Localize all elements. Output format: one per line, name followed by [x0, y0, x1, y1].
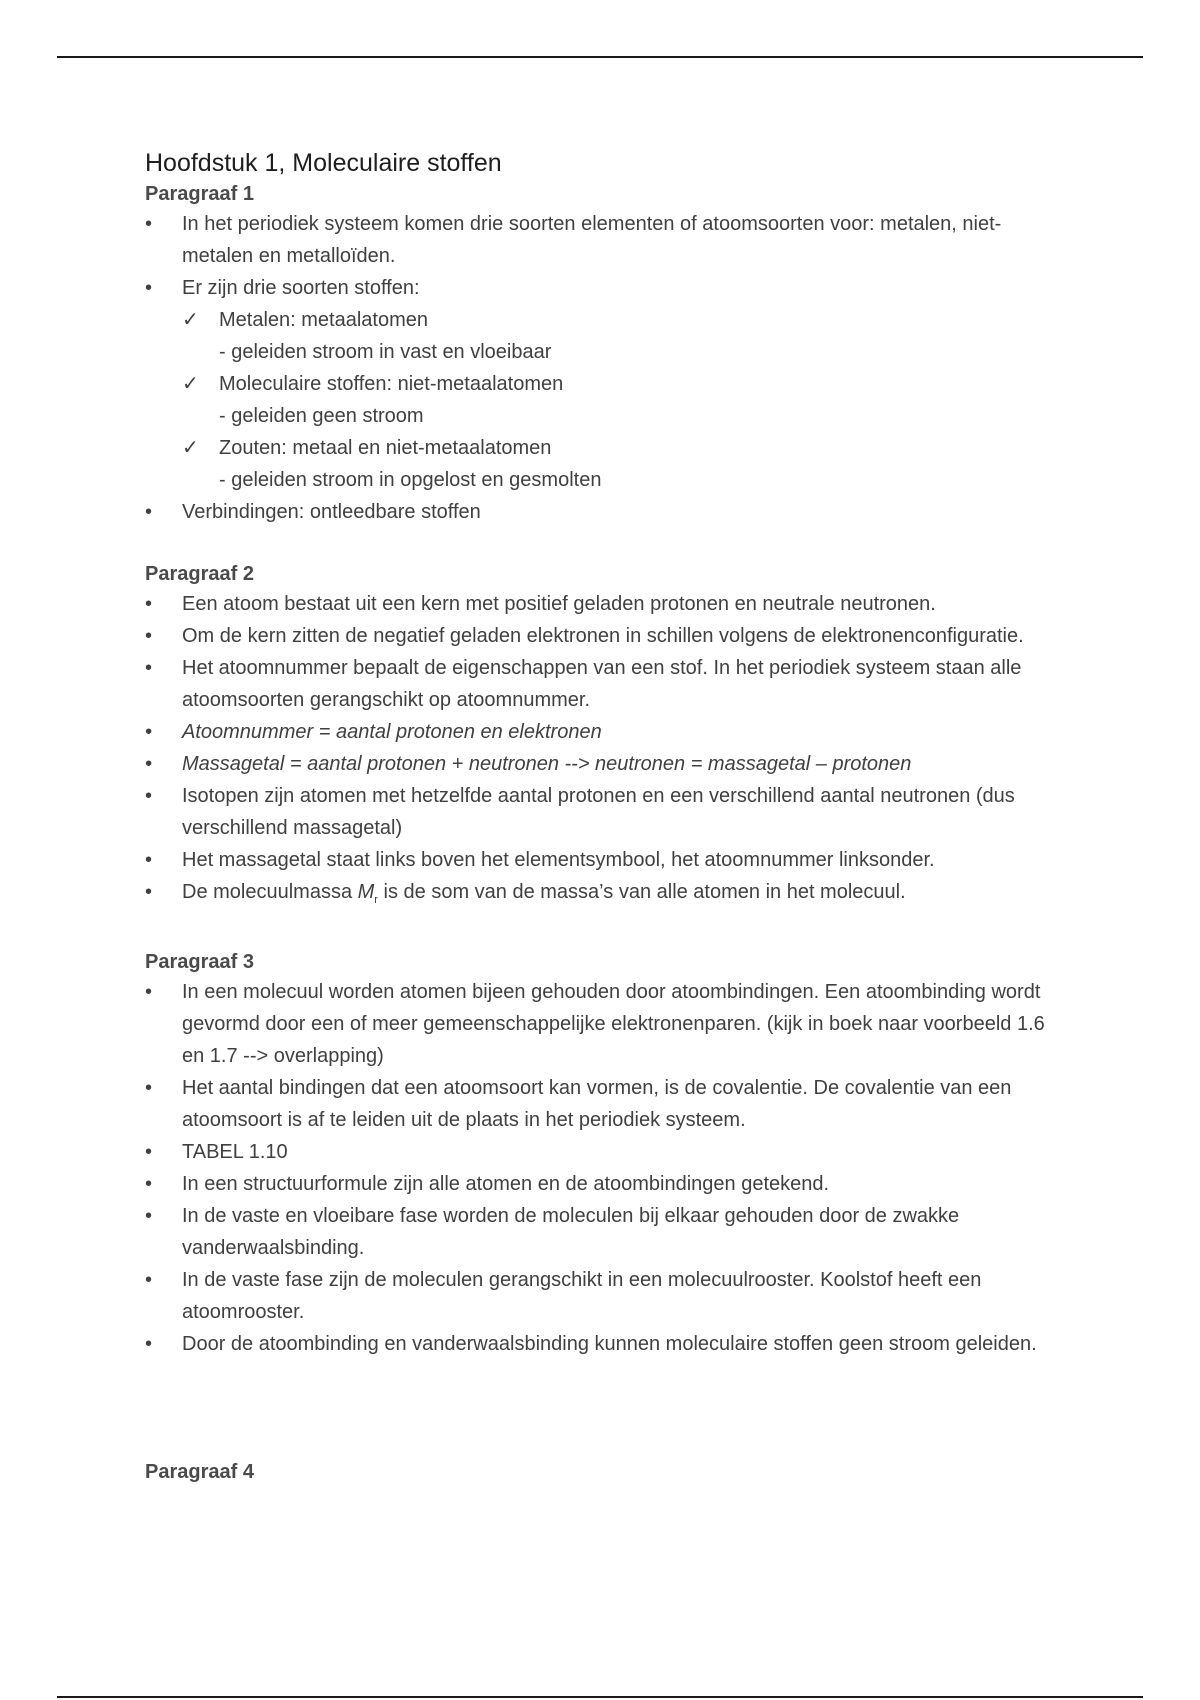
check-item-text: Moleculaire stoffen: niet-metaalatomen	[219, 373, 564, 395]
list-item: • In een molecuul worden atomen bijeen gehouden door atoombindingen. Een atoombinding wordt gevormd door een of meer gemeenschappelijke elektronenparen. (kijk in boek naar voorbeeld 1.6 en 1.7 --> overlapping)	[145, 976, 1065, 1072]
check-item-text: Metalen: metaalatomen	[219, 309, 429, 331]
list-item: • Om de kern zitten de negatief geladen elektronen in schillen volgens de elektronenconfiguratie.	[145, 620, 1065, 652]
check-list	[182, 304, 1065, 496]
list-item: • Massagetal = aantal protonen + neutronen --> neutronen = massagetal – protonen	[145, 748, 1065, 780]
check-item	[182, 304, 1065, 368]
list-item: • Het massagetal staat links boven het elementsymbool, het atoomnummer linksonder.	[145, 844, 1065, 876]
list-item: • TABEL 1.10	[145, 1136, 1065, 1168]
check-item-sub: - geleiden stroom in vast en vloeibaar	[219, 341, 552, 363]
header-rule	[57, 56, 1143, 58]
list-item	[145, 876, 1065, 916]
molar-mass-subscript: r	[374, 894, 378, 906]
spacer	[145, 1360, 1065, 1458]
list-item: • Atoomnummer = aantal protonen en elektronen	[145, 716, 1065, 748]
list-item: • Het aantal bindingen dat een atoomsoort kan vormen, is de covalentie. De covalentie van een atoomsoort is af te leiden uit de plaats in het periodiek systeem.	[145, 1072, 1065, 1136]
list-item: • Een atoom bestaat uit een kern met positief geladen protonen en neutrale neutronen.	[145, 588, 1065, 620]
section-heading-3: Paragraaf 3	[145, 951, 254, 973]
list-item: • Isotopen zijn atomen met hetzelfde aantal protonen en een verschillend aantal neutronen (dus verschillend massagetal)	[145, 780, 1065, 844]
section-heading-4: Paragraaf 4	[145, 1461, 254, 1483]
check-item-sub: - geleiden geen stroom	[219, 405, 424, 427]
spacer	[145, 916, 1065, 948]
check-item	[182, 432, 1065, 496]
section-heading-1: Paragraaf 1	[145, 183, 254, 205]
list-item: • In een structuurformule zijn alle atomen en de atoombindingen getekend.	[145, 1168, 1065, 1200]
spacer	[145, 528, 1065, 560]
molar-mass-symbol: M	[357, 881, 375, 903]
footer-rule	[57, 1696, 1143, 1698]
section-2-list	[145, 588, 1065, 916]
list-item: • In de vaste en vloeibare fase worden de moleculen bij elkaar gehouden door de zwakke vanderwaalsbinding.	[145, 1200, 1065, 1264]
list-item: • Verbindingen: ontleedbare stoffen	[145, 496, 1065, 528]
list-item-text: Er zijn drie soorten stoffen:	[182, 277, 420, 299]
list-item	[145, 272, 1065, 496]
check-item-sub: - geleiden stroom in opgelost en gesmolten	[219, 469, 602, 491]
section-heading-2: Paragraaf 2	[145, 563, 254, 585]
list-item: • In de vaste fase zijn de moleculen gerangschikt in een molecuulrooster. Koolstof heeft een atoomrooster.	[145, 1264, 1065, 1328]
list-item: • In het periodiek systeem komen drie soorten elementen of atoomsoorten voor: metalen, niet-metalen en metalloïden.	[145, 208, 1065, 272]
section-1-list	[145, 208, 1065, 528]
section-3-list	[145, 976, 1065, 1360]
list-item-text: De molecuulmassa	[182, 881, 358, 903]
list-item-text: is de som van de massa’s van alle atomen in het molecuul.	[377, 881, 906, 903]
document-body	[145, 146, 1065, 1486]
check-item	[182, 368, 1065, 432]
list-item: • Door de atoombinding en vanderwaalsbinding kunnen moleculaire stoffen geen stroom geleiden.	[145, 1328, 1065, 1360]
page-title: Hoofdstuk 1, Moleculaire stoffen	[145, 149, 502, 177]
list-item: • Het atoomnummer bepaalt de eigenschappen van een stof. In het periodiek systeem staan alle atoomsoorten gerangschikt op atoomnummer.	[145, 652, 1065, 716]
check-item-text: Zouten: metaal en niet-metaalatomen	[219, 437, 552, 459]
